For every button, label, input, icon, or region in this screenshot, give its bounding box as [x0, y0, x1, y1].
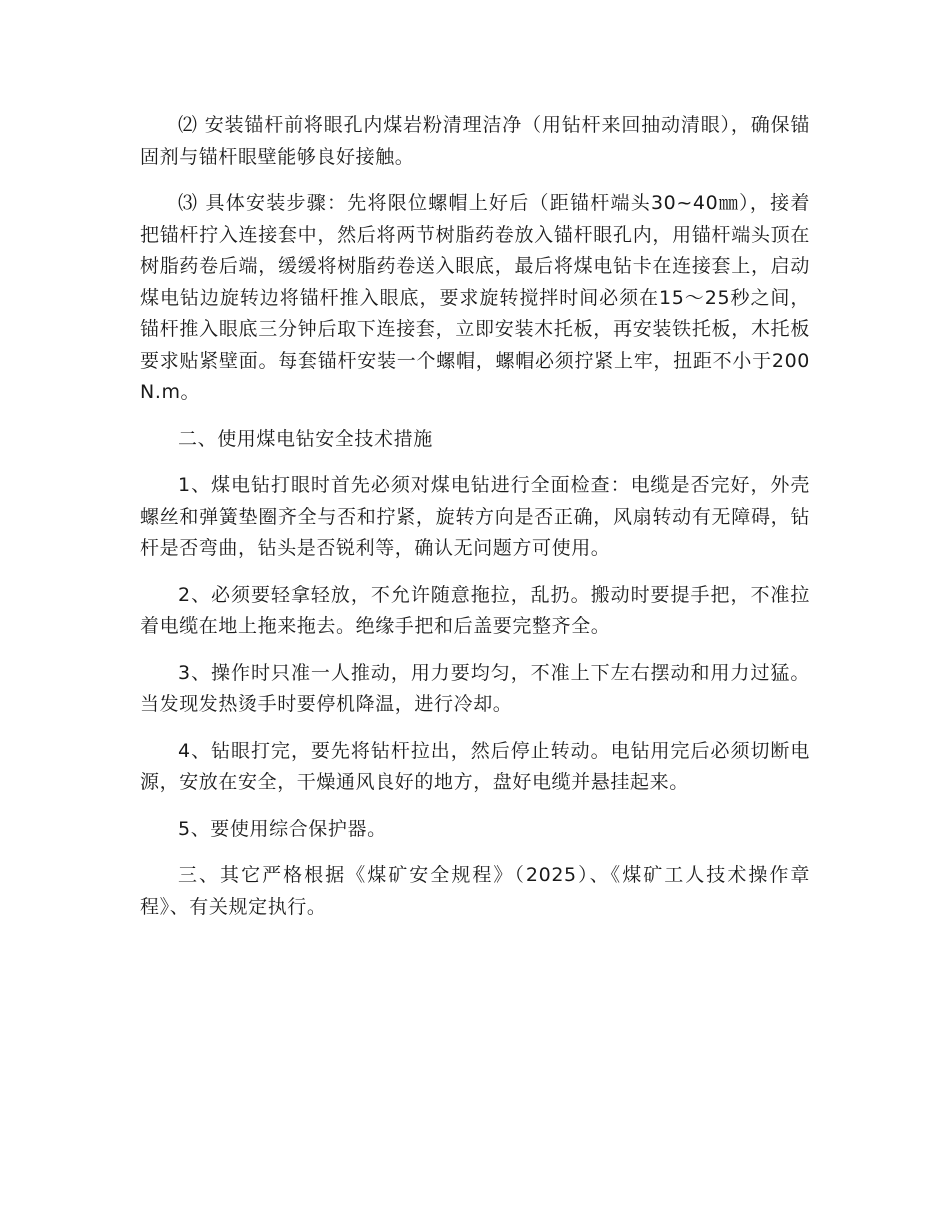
- paragraph-other-regulations: 三、其它严格根据《煤矿安全规程》（2025）、《煤矿工人技术操作章程》、有关规定执行。: [140, 864, 810, 918]
- paragraph-drill-operation: 3、操作时只准一人推动，用力要均匀，不准上下左右摆动和用力过猛。当发现发热烫手时要停机降温，进行冷却。: [140, 661, 810, 715]
- paragraph-anchor-install-clean: ⑵ 安装锚杆前将眼孔内煤岩粉清理洁净（用钻杆来回抽动清眼），确保锚固剂与锚杆眼壁能够良好接触。: [140, 114, 810, 168]
- paragraph-protector: 5、要使用综合保护器。: [178, 817, 387, 840]
- section-heading-drill-safety: 二、使用煤电钻安全技术措施: [178, 427, 433, 450]
- document-body: [140, 110, 810, 938]
- paragraph-drill-finish: 4、钻眼打完，要先将钻杆拉出，然后停止转动。电钻用完后必须切断电源，安放在安全，干燥通风良好的地方，盘好电缆并悬挂起来。: [140, 739, 810, 793]
- paragraph-drill-inspection: 1、煤电钻打眼时首先必须对煤电钻进行全面检查：电缆是否完好，外壳螺丝和弹簧垫圈齐全与否和拧紧，旋转方向是否正确，风扇转动有无障碍，钻杆是否弯曲，钻头是否锐利等，确认无问题方可使用。: [140, 474, 810, 559]
- paragraph-drill-handling: 2、必须要轻拿轻放，不允许随意拖拉，乱扔。搬动时要提手把，不准拉着电缆在地上拖来拖去。绝缘手把和后盖要完整齐全。: [140, 583, 810, 637]
- paragraph-anchor-install-steps: ⑶ 具体安装步骤：先将限位螺帽上好后（距锚杆端头30~40㎜），接着把锚杆拧入连接套中，然后将两节树脂药卷放入锚杆眼孔内，用锚杆端头顶在树脂药卷后端，缓缓将树脂药卷送入眼底，最后将煤电钻卡在连接套上，启动煤电钻边旋转边将锚杆推入眼底，要求旋转搅拌时间必须在15～25秒之间，锚杆推入眼底三分钟后取下连接套，立即安装木托板，再安装铁托板，木托板要求贴紧壁面。每套锚杆安装一个螺帽，螺帽必须拧紧上牢，扭距不小于200N.m。: [140, 192, 810, 403]
